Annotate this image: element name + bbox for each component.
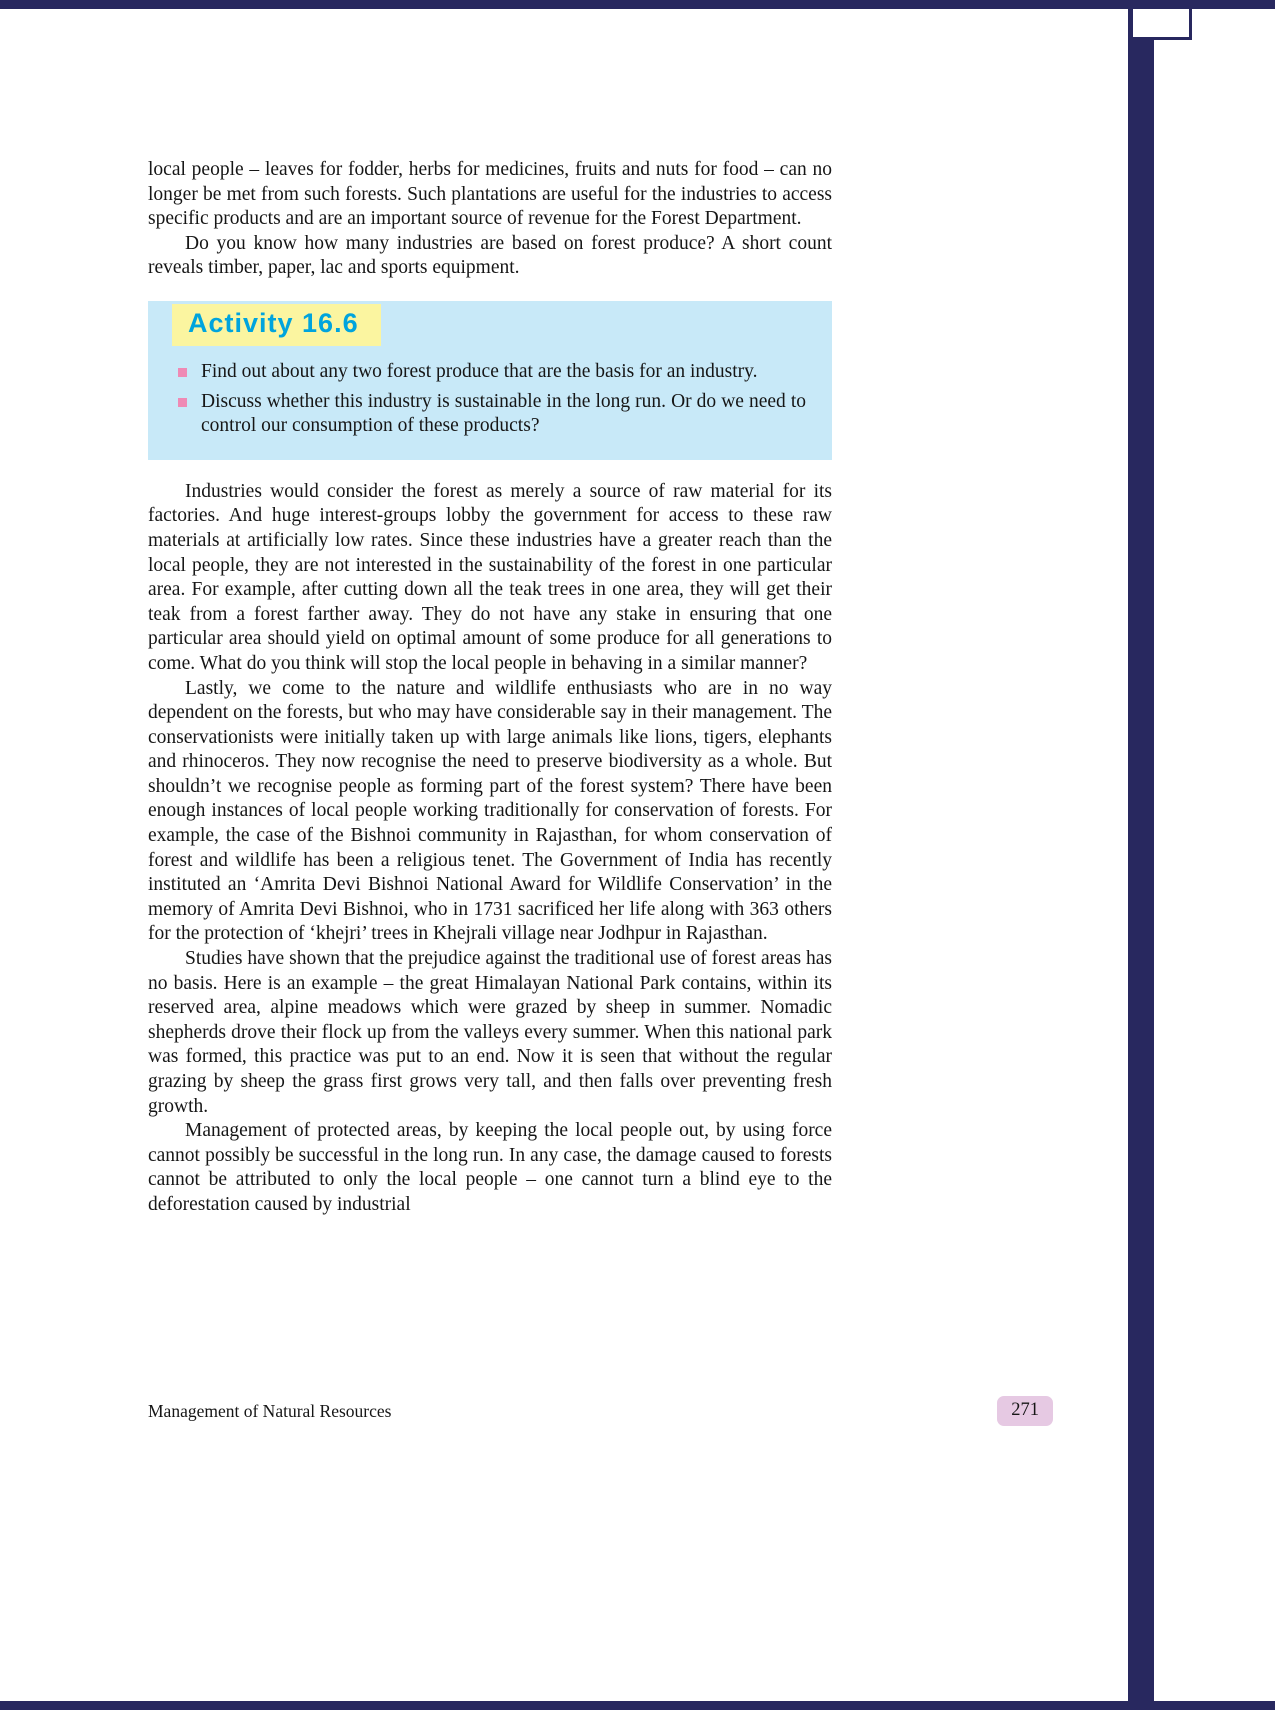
- bullet-square-icon: [178, 398, 187, 407]
- paragraph-body-3: Studies have shown that the prejudice against the traditional use of forest areas has no basis. Here is an example – the great Himalayan National Park contains, within its reserved area, alpine meadows which were grazed by sheep in summer. Nomadic shepherds drove their flock up from the valleys every summer. When this national park was formed, this practice was put to an end. Now it is seen that without the regular grazing by sheep the grass first grows very tall, and then falls over preventing fresh growth.: [148, 948, 832, 1117]
- chapter-tab-notch: [1130, 6, 1192, 40]
- activity-item-text: Find out about any two forest produce that are the basis for an industry.: [201, 360, 758, 382]
- bullet-square-icon: [178, 368, 187, 377]
- activity-item: [170, 360, 806, 385]
- paragraph-body-4: Management of protected areas, by keeping the local people out, by using force cannot possibly be successful in the long run. In any case, the damage caused to forests cannot be attributed to only the local people – one cannot turn a blind eye to the deforestation caused by industrial: [148, 1120, 832, 1215]
- paragraph-intro-2: Do you know how many industries are based on forest produce? A short count reveals timber, paper, lac and sports equipment.: [148, 232, 832, 279]
- paragraph-intro-1: local people – leaves for fodder, herbs for medicines, fruits and nuts for food – can no longer be met from such forests. Such plantations are useful for the industries to access specific products and are an important source of revenue for the Forest Department.: [148, 159, 832, 230]
- right-border-band: [1128, 0, 1154, 1710]
- activity-title-label: [172, 304, 381, 346]
- top-border: [0, 0, 1275, 9]
- activity-list: [170, 360, 806, 439]
- footer: [148, 1396, 1053, 1426]
- paragraph-body-2: Lastly, we come to the nature and wildlife enthusiasts who are in no way dependent on the forests, but who may have considerable say in their management. The conservationists were initially taken up with large animals like lions, tigers, elephants and rhinoceros. They now recognise the need to preserve biodiversity as a whole. But shouldn’t we recognise people as forming part of the forest system? There have been enough instances of local people working traditionally for conservation of forests. For example, the case of the Bishnoi community in Rajasthan, for whom conservation of forest and wildlife has been a religious tenet. The Government of India has recently instituted an ‘Amrita Devi Bishnoi National Award for Wildlife Conservation’ in the memory of Amrita Devi Bishnoi, who in 1731 sacrificed her life along with 363 others for the protection of ‘khejri’ trees in Khejrali village near Jodhpur in Rajasthan.: [148, 677, 832, 945]
- paragraph-body-1: Industries would consider the forest as merely a source of raw material for its factories. And huge interest-groups lobby the government for access to these raw materials at artificially low rates. Since these industries have a greater reach than the local people, they are not interested in the sustainability of the forest in one particular area. For example, after cutting down all the teak trees in one area, they will get their teak from a forest farther away. They do not have any stake in ensuring that one particular area should yield on optimal amount of some produce for all generations to come. What do you think will stop the local people in behaving in a similar manner?: [148, 480, 832, 674]
- activity-box: [148, 301, 832, 460]
- activity-item-text: Discuss whether this industry is sustainable in the long run. Or do we need to control our consumption of these products?: [201, 390, 806, 437]
- bottom-border: [0, 1701, 1275, 1710]
- activity-title-text: Activity 16.6: [188, 307, 359, 338]
- footer-chapter-title: Management of Natural Resources: [148, 1400, 392, 1421]
- page-number-badge: 271: [997, 1396, 1053, 1426]
- content-column: [148, 158, 832, 1218]
- activity-item: [170, 390, 806, 439]
